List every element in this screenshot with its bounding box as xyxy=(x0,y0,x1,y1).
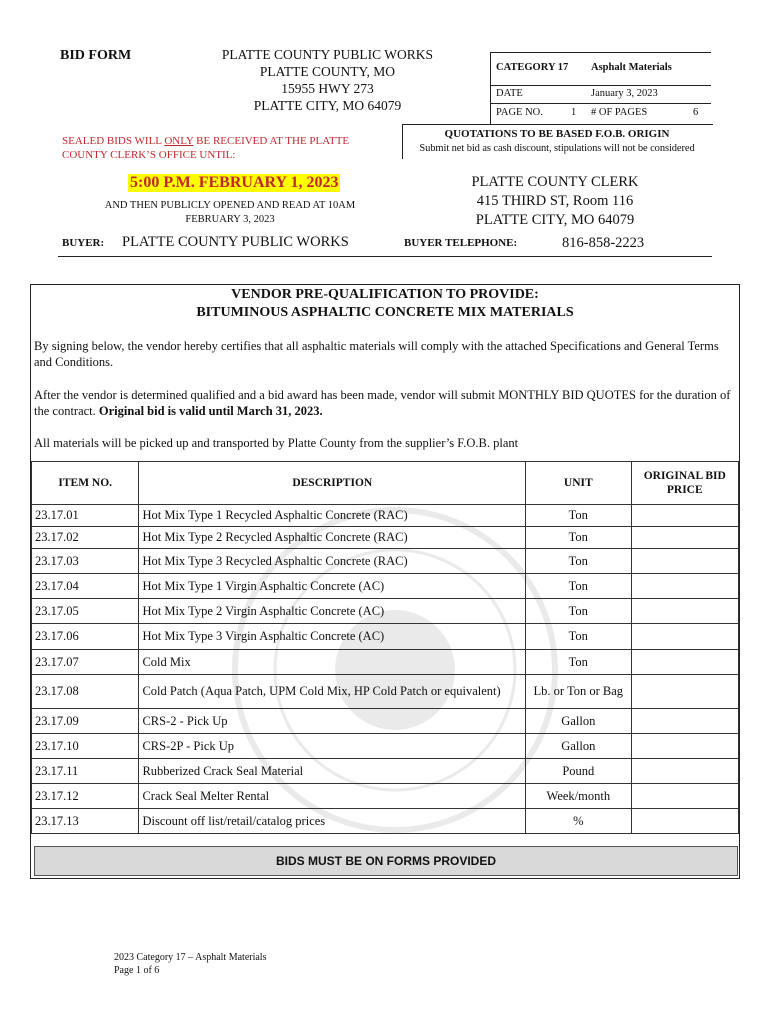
table-row xyxy=(32,809,739,834)
row-item-number: 23.17.03 xyxy=(32,549,139,574)
page-no-value: 1 xyxy=(571,107,577,118)
page-footer xyxy=(114,951,266,977)
row-item-number: 23.17.01 xyxy=(32,505,139,527)
paragraph-text: After the vendor is determined qualified and a bid award has been made, vendor will submit MONTHLY BID QUOTES for the duration of the contract. xyxy=(34,388,731,418)
category-label: CATEGORY 17 xyxy=(496,62,569,73)
row-description: Hot Mix Type 2 Recycled Asphaltic Concrete (RAC) xyxy=(139,527,526,549)
buyer-telephone-label: BUYER TELEPHONE: xyxy=(404,237,518,249)
sealed-only: ONLY xyxy=(164,135,194,147)
row-unit: % xyxy=(526,809,631,834)
table-row xyxy=(32,527,739,549)
date-row xyxy=(491,85,711,99)
divider xyxy=(58,256,712,257)
table-row xyxy=(32,709,739,734)
row-description: CRS-2 - Pick Up xyxy=(139,709,526,734)
date-label: DATE xyxy=(496,88,523,99)
column-header: ITEM NO. xyxy=(32,462,139,505)
bid-price-field[interactable] xyxy=(631,527,738,549)
row-unit: Ton xyxy=(526,599,631,624)
table-row xyxy=(32,759,739,784)
row-description: Rubberized Crack Seal Material xyxy=(139,759,526,784)
pages-label: # OF PAGES xyxy=(591,107,648,118)
column-header: UNIT xyxy=(526,462,631,505)
row-item-number: 23.17.07 xyxy=(32,650,139,675)
bid-price-field[interactable] xyxy=(631,599,738,624)
bid-price-field[interactable] xyxy=(631,734,738,759)
bid-price-field[interactable] xyxy=(631,574,738,599)
sealed-text: BE RECEIVED AT THE PLATTE COUNTY CLERK’S OFFICE UNTIL: xyxy=(62,135,350,161)
row-unit: Ton xyxy=(526,505,631,527)
clerk-line: 415 THIRD ST, Room 116 xyxy=(476,193,634,209)
bid-price-field[interactable] xyxy=(631,759,738,784)
row-description: Crack Seal Melter Rental xyxy=(139,784,526,809)
section-title-line: VENDOR PRE-QUALIFICATION TO PROVIDE: xyxy=(231,287,539,302)
row-description: Hot Mix Type 1 Recycled Asphaltic Concrete (RAC) xyxy=(139,505,526,527)
agency-line: PLATTE COUNTY, MO xyxy=(259,64,396,79)
table-header-row xyxy=(32,462,739,505)
row-unit: Ton xyxy=(526,574,631,599)
date-value: January 3, 2023 xyxy=(591,88,658,99)
buyer-label: BUYER: xyxy=(62,237,105,249)
opening-notice: AND THEN PUBLICLY OPENED AND READ AT 10AM FEBRUARY 3, 2023 xyxy=(104,200,356,225)
pages-value: 6 xyxy=(693,107,699,118)
row-unit: Gallon xyxy=(526,709,631,734)
page-row xyxy=(491,103,711,118)
table-row xyxy=(32,624,739,650)
row-item-number: 23.17.09 xyxy=(32,709,139,734)
row-item-number: 23.17.10 xyxy=(32,734,139,759)
page-no-label: PAGE NO. xyxy=(496,107,543,118)
bid-deadline: 5:00 P.M. FEBRUARY 1, 2023 xyxy=(130,174,339,191)
row-item-number: 23.17.05 xyxy=(32,599,139,624)
buyer-telephone-value: 816-858-2223 xyxy=(562,235,645,251)
table-row xyxy=(32,599,739,624)
bid-price-field[interactable] xyxy=(631,650,738,675)
certification-paragraph: By signing below, the vendor hereby certifies that all asphaltic materials will comply with the attached Specifications and General Terms and Conditions. xyxy=(34,339,719,369)
bid-validity-text: Original bid is valid until March 31, 2023. xyxy=(98,404,323,418)
table-row xyxy=(32,574,739,599)
row-item-number: 23.17.13 xyxy=(32,809,139,834)
form-title: BID FORM xyxy=(60,48,132,63)
row-item-number: 23.17.08 xyxy=(32,675,139,709)
bid-price-field[interactable] xyxy=(631,675,738,709)
sealed-bids-notice xyxy=(62,134,382,162)
row-unit: Week/month xyxy=(526,784,631,809)
table-row xyxy=(32,505,739,527)
row-unit: Lb. or Ton or Bag xyxy=(526,675,631,709)
bid-price-field[interactable] xyxy=(631,784,738,809)
category-box xyxy=(490,52,711,125)
table-row xyxy=(32,675,739,709)
row-description: Hot Mix Type 1 Virgin Asphaltic Concrete (AC) xyxy=(139,574,526,599)
row-description: CRS-2P - Pick Up xyxy=(139,734,526,759)
clerk-address xyxy=(440,173,670,230)
agency-address xyxy=(195,46,460,114)
row-item-number: 23.17.02 xyxy=(32,527,139,549)
clerk-line: PLATTE COUNTY CLERK xyxy=(471,174,639,190)
agency-line: PLATTE CITY, MO 64079 xyxy=(253,98,402,113)
bid-price-field[interactable] xyxy=(631,505,738,527)
row-item-number: 23.17.04 xyxy=(32,574,139,599)
section-title xyxy=(30,286,740,322)
row-description: Discount off list/retail/catalog prices xyxy=(139,809,526,834)
row-description: Cold Mix xyxy=(139,650,526,675)
bid-price-field[interactable] xyxy=(631,549,738,574)
table-row xyxy=(32,650,739,675)
category-value: Asphalt Materials xyxy=(591,62,672,73)
row-item-number: 23.17.11 xyxy=(32,759,139,784)
column-header: ORIGINAL BID PRICE xyxy=(631,462,738,505)
bid-items-table xyxy=(31,461,739,834)
pickup-paragraph: All materials will be picked up and transported by Platte County from the supplier’s F.O.B. plant xyxy=(34,436,519,450)
section-title-line: BITUMINOUS ASPHALTIC CONCRETE MIX MATERIALS xyxy=(196,305,574,320)
row-description: Hot Mix Type 3 Virgin Asphaltic Concrete (AC) xyxy=(139,624,526,650)
row-unit: Ton xyxy=(526,624,631,650)
footer-category: 2023 Category 17 – Asphalt Materials xyxy=(114,952,267,963)
footer-page-number: Page 1 of 6 xyxy=(114,965,160,976)
forms-notice-bar: BIDS MUST BE ON FORMS PROVIDED xyxy=(34,846,738,876)
row-description: Cold Patch (Aqua Patch, UPM Cold Mix, HP Cold Patch or equivalent) xyxy=(139,675,526,709)
row-unit: Pound xyxy=(526,759,631,784)
row-unit: Gallon xyxy=(526,734,631,759)
row-unit: Ton xyxy=(526,549,631,574)
quotation-title: QUOTATIONS TO BE BASED F.O.B. ORIGIN xyxy=(444,128,670,140)
buyer-value: PLATTE COUNTY PUBLIC WORKS xyxy=(122,234,349,250)
row-item-number: 23.17.12 xyxy=(32,784,139,809)
clerk-line: PLATTE CITY, MO 64079 xyxy=(475,212,635,228)
agency-line: PLATTE COUNTY PUBLIC WORKS xyxy=(221,47,434,62)
table-row xyxy=(32,734,739,759)
column-header: DESCRIPTION xyxy=(139,462,526,505)
agency-line: 15955 HWY 273 xyxy=(281,81,374,96)
row-description: Hot Mix Type 2 Virgin Asphaltic Concrete (AC) xyxy=(139,599,526,624)
sealed-text: SEALED BIDS WILL xyxy=(62,135,165,147)
row-unit: Ton xyxy=(526,527,631,549)
quotation-subtitle: Submit net bid as cash discount, stipulations will not be considered xyxy=(419,143,695,154)
bid-price-field[interactable] xyxy=(631,709,738,734)
table-row xyxy=(32,549,739,574)
bid-price-field[interactable] xyxy=(631,809,738,834)
row-unit: Ton xyxy=(526,650,631,675)
row-item-number: 23.17.06 xyxy=(32,624,139,650)
row-description: Hot Mix Type 3 Recycled Asphaltic Concrete (RAC) xyxy=(139,549,526,574)
bid-quote-paragraph xyxy=(34,387,734,419)
table-row xyxy=(32,784,739,809)
bid-price-field[interactable] xyxy=(631,624,738,650)
